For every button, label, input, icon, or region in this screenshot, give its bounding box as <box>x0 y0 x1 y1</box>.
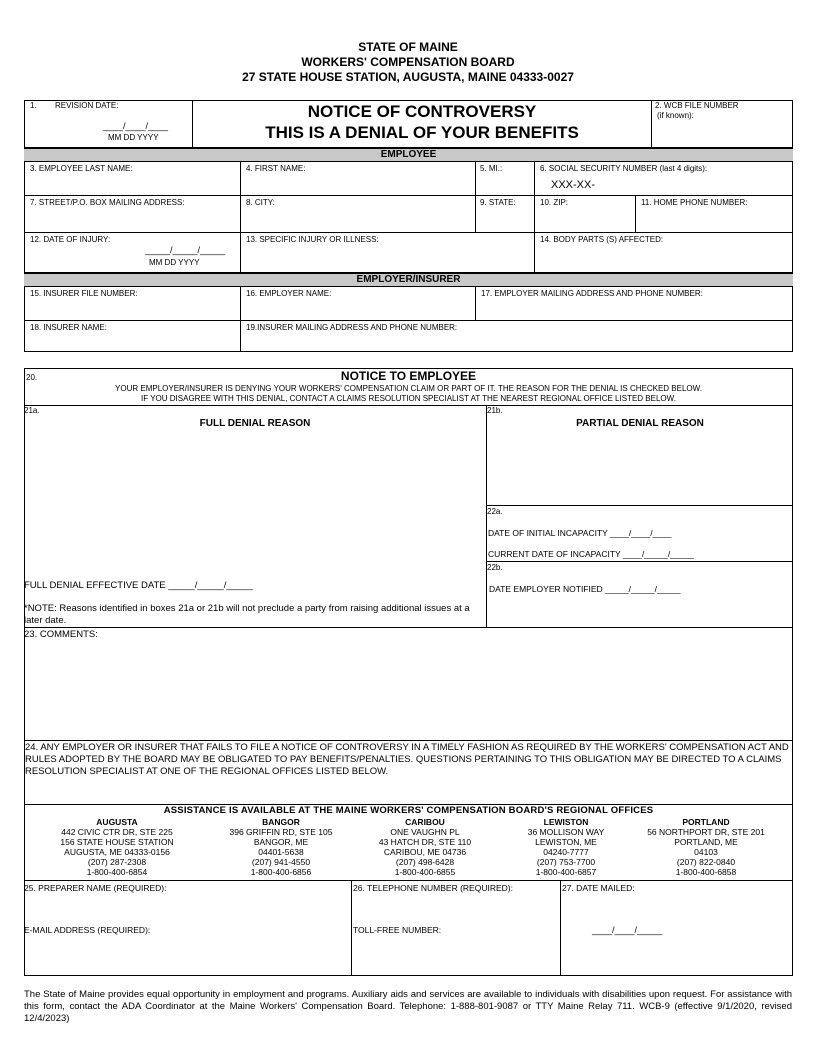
office-bangor <box>206 817 356 877</box>
header-state: STATE OF MAINE <box>358 40 458 54</box>
field-12-label: 12. DATE OF INJURY: <box>30 235 111 244</box>
penalty-notice: 24. ANY EMPLOYER OR INSURER THAT FAILS TO FILE A NOTICE OF CONTROVERSY IN A TIMELY FASHION AS REQUIRED BY THE WORKERS' COMPENSATION ACT AND RULES ADOPTED BY THE BOARD MAY BE OBLIGATED TO PAY BENEFITS/PENALTIES. QUESTIONS PERTAINING TO THIS OBLIGATION MAY BE DIRECTED TO A CLAIMS RESOLUTION SPECIALIST AT ONE OF THE REGIONAL OFFICES LISTED BELOW. <box>25 742 789 777</box>
denial-21b-num: 21b. <box>487 406 503 415</box>
field-18-label: 18. INSURER NAME: <box>30 323 107 332</box>
office-tollfree: 1-800-400-6854 <box>86 867 148 877</box>
date-mailed-blank[interactable]: ____/____/_____ <box>592 925 663 935</box>
office-line: 04103 <box>694 847 718 857</box>
field-4-label: 4. FIRST NAME: <box>246 164 306 173</box>
field-26-label: 26. TELEPHONE NUMBER (REQUIRED): <box>353 883 513 893</box>
partial-denial-heading: PARTIAL DENIAL REASON <box>576 418 704 429</box>
office-line: BANGOR, ME <box>253 837 309 847</box>
office-name: PORTLAND <box>682 817 730 827</box>
office-line: LEWISTON, ME <box>535 837 597 847</box>
assistance-heading: ASSISTANCE IS AVAILABLE AT THE MAINE WORKERS' COMPENSATION BOARD'S REGIONAL OFFICES <box>163 805 654 816</box>
email-label: E-MAIL ADDRESS (REQUIRED): <box>24 925 151 935</box>
office-tollfree: 1-800-400-6855 <box>394 867 456 877</box>
office-portland <box>631 817 781 877</box>
office-line: 04401-5638 <box>258 847 304 857</box>
field-16-label: 16. EMPLOYER NAME: <box>246 289 332 298</box>
field-14-label: 14. BODY PARTS (S) AFFECTED: <box>540 235 664 244</box>
employer-notified-date[interactable]: DATE EMPLOYER NOTIFIED _____/_____/_____ <box>489 584 681 594</box>
denial-22a-num: 22a. <box>487 507 503 516</box>
notice-title: NOTICE TO EMPLOYEE <box>340 369 477 383</box>
field-15-label: 15. INSURER FILE NUMBER: <box>30 289 138 298</box>
field-8-label: 8. CITY: <box>246 198 275 207</box>
field-25-label: 25. PREPARER NAME (REQUIRED): <box>24 883 167 893</box>
injury-date-blank[interactable]: _____/_____/_____ <box>145 245 226 255</box>
field-3-label: 3. EMPLOYEE LAST NAME: <box>30 164 133 173</box>
office-augusta <box>42 817 192 877</box>
office-tollfree: 1-800-400-6856 <box>250 867 312 877</box>
header-board: WORKERS' COMPENSATION BOARD <box>301 55 515 69</box>
office-line: 36 MOLLISON WAY <box>527 827 605 837</box>
field-6-label: 6. SOCIAL SECURITY NUMBER (last 4 digits): <box>540 164 708 173</box>
office-line: 43 HATCH DR, STE 110 <box>378 837 472 847</box>
current-incapacity-date[interactable]: CURRENT DATE OF INCAPACITY ____/_____/_____ <box>488 549 694 559</box>
office-caribou <box>350 817 500 877</box>
field-19-label: 19.INSURER MAILING ADDRESS AND PHONE NUMBER: <box>246 323 458 332</box>
field-1-num: 1. <box>30 101 37 110</box>
title-line1: NOTICE OF CONTROVERSY <box>307 102 537 121</box>
office-line: 04240-7777 <box>543 847 589 857</box>
initial-incapacity-date[interactable]: DATE OF INITIAL INCAPACITY ____/____/____ <box>488 528 672 538</box>
office-phone: (207) 498-6428 <box>395 857 455 867</box>
office-line: 156 STATE HOUSE STATION <box>60 837 174 847</box>
comments-label: 23. COMMENTS: <box>24 629 98 640</box>
field-27-label: 27. DATE MAILED: <box>562 883 635 893</box>
field-1-label: REVISION DATE: <box>55 101 119 110</box>
denial-note: *NOTE: Reasons identified in boxes 21a or 21b will not preclude a party from raising additional issues at a later date. <box>24 603 470 626</box>
field-2-label: 2. WCB FILE NUMBER <box>655 101 739 110</box>
title-line2: THIS IS A DENIAL OF YOUR BENEFITS <box>265 123 579 142</box>
office-tollfree: 1-800-400-6857 <box>535 867 597 877</box>
office-name: LEWISTON <box>543 817 589 827</box>
field-13-label: 13. SPECIFIC INJURY OR ILLNESS: <box>246 235 379 244</box>
injury-date-format: MM DD YYYY <box>149 258 200 267</box>
office-phone: (207) 753-7700 <box>536 857 596 867</box>
office-name: BANGOR <box>262 817 300 827</box>
office-line: 442 CIVIC CTR DR, STE 225 <box>61 827 173 837</box>
tollfree-label: TOLL-FREE NUMBER: <box>353 925 442 935</box>
footer-statement: The State of Maine provides equal opportunity in employment and programs. Auxiliary aids and services are available to individuals with disabilities upon request. For assistance with this form, contact the ADA Coordinator at the Maine Workers' Compensation Board. Telephone: 1-888-801-9087 or TTY Maine Relay 711. WCB-9 (effective 9/1/2020, revised 12/4/2023) <box>24 989 792 1024</box>
office-phone: (207) 941-4550 <box>251 857 311 867</box>
field-2-sub: (if known): <box>657 111 694 120</box>
office-line: 396 GRIFFIN RD, STE 105 <box>229 827 333 837</box>
denial-21a-num: 21a. <box>24 406 40 415</box>
office-line: ONE VAUGHN PL <box>390 827 460 837</box>
section-employee: EMPLOYEE <box>24 148 793 162</box>
full-denial-heading: FULL DENIAL REASON <box>199 418 311 429</box>
office-phone: (207) 287-2308 <box>87 857 147 867</box>
full-denial-effective-date[interactable]: FULL DENIAL EFFECTIVE DATE _____/_____/_____ <box>24 580 253 591</box>
revision-date-format: MM DD YYYY <box>108 133 159 142</box>
office-lewiston <box>491 817 641 877</box>
field-7-label: 7. STREET/P.O. BOX MAILING ADDRESS: <box>30 198 185 207</box>
field-9-label: 9. STATE: <box>480 198 516 207</box>
field-5-label: 5. MI.: <box>480 164 503 173</box>
notice-line1: YOUR EMPLOYER/INSURER IS DENYING YOUR WORKERS' COMPENSATION CLAIM OR PART OF IT. THE REASON FOR THE DENIAL IS CHECKED BELOW. <box>115 384 702 393</box>
header-address: 27 STATE HOUSE STATION, AUGUSTA, MAINE 04333-0027 <box>242 70 574 84</box>
office-line: AUGUSTA, ME 04333-0156 <box>64 847 170 857</box>
office-name: CARIBOU <box>405 817 445 827</box>
section-employer: EMPLOYER/INSURER <box>24 273 793 287</box>
employee-box <box>24 161 793 273</box>
office-phone: (207) 822-0840 <box>676 857 736 867</box>
notice-line2: IF YOU DISAGREE WITH THIS DENIAL, CONTACT A CLAIMS RESOLUTION SPECIALIST AT THE NEAREST REGIONAL OFFICE LISTED BELOW. <box>141 394 676 403</box>
office-name: AUGUSTA <box>96 817 138 827</box>
office-line: PORTLAND, ME <box>674 837 738 847</box>
ssn-prefix[interactable]: XXX-XX- <box>551 179 596 191</box>
denial-22b-num: 22b. <box>487 563 503 572</box>
office-tollfree: 1-800-400-6858 <box>675 867 737 877</box>
notice-num: 20. <box>26 373 38 382</box>
office-line: CARIBOU, ME 04736 <box>383 847 467 857</box>
field-11-label: 11. HOME PHONE NUMBER: <box>641 198 748 207</box>
field-10-label: 10. ZIP: <box>540 198 569 207</box>
revision-date-blank[interactable]: ____/____/____ <box>103 121 169 131</box>
office-line: 56 NORTHPORT DR, STE 201 <box>647 827 765 837</box>
field-17-label: 17. EMPLOYER MAILING ADDRESS AND PHONE NUMBER: <box>481 289 703 298</box>
